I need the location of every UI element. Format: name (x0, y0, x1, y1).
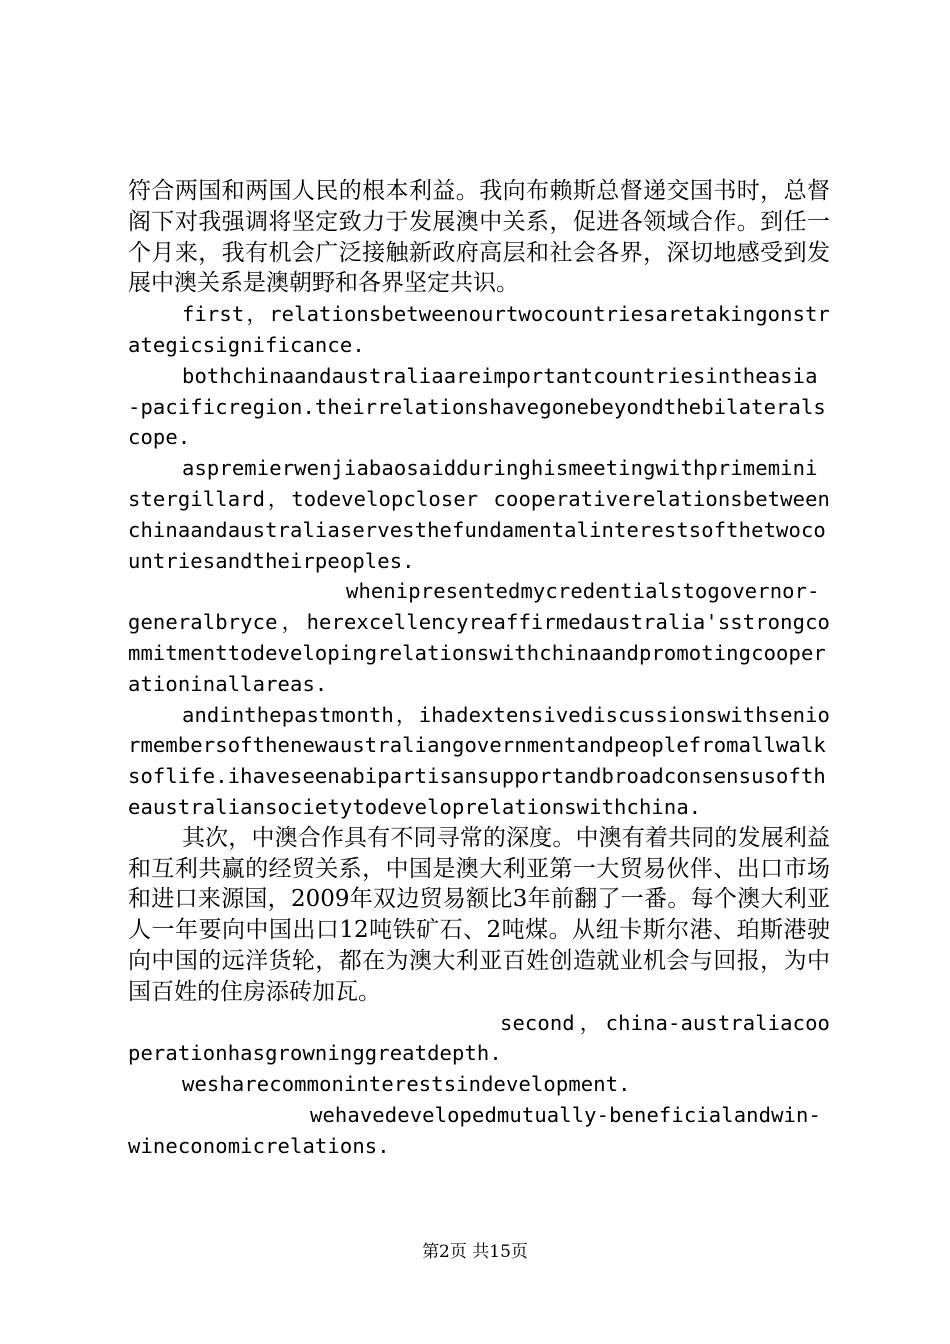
paragraph-en-credentials: whenipresentedmycredentialstogovernor-generalbryce，herexcellencyreaffirmedaustralia'sstrongcommitmenttodevelopingrelationswithchinaandpromotingcooperationinallareas. (128, 579, 830, 696)
paragraph-en-second: second，china-australiacooperationhasgrowninggreatdepth. (128, 1010, 830, 1066)
paragraph-cn-1: 符合两国和两国人民的根本利益。我向布赖斯总督递交国书时，总督阁下对我强调将坚定致力于发展澳中关系，促进各领域合作。到任一个月来，我有机会广泛接触新政府高层和社会各界，深切地感受到发展中澳关系是澳朝野和各界坚定共识。 (128, 178, 830, 297)
document-body (128, 176, 830, 1162)
paragraph-en-asia-pacific: bothchinaandaustraliaareimportantcountriesintheasia-pacificregion.theirrelationshavegonebeyondthebilateralscope. (128, 363, 826, 450)
paragraph-en-economic-relations: wehavedevelopedmutually-beneficialandwin-wineconomicrelations. (128, 1102, 821, 1158)
paragraph-en-premier: aspremierwenjiabaosaidduringhismeetingwithprimeministergillard，todevelopcloser cooperativerelationsbetweenchinaandaustraliaservesthefundamentalinterestsofthetwocountriesandtheirpeoples. (128, 456, 830, 573)
paragraph-en-past-month: andinthepastmonth，ihadextensivediscussionswithseniormembersofthenewaustraliangovernmentandpeoplefromallwalksoflife.ihaveseenabipartisansupportandbroadconsensusoftheaustraliansocietytodeveloprelationswithchina. (128, 702, 830, 819)
paragraph-en-first: first，relationsbetweenourtwocountriesaretakingonstrategicsignificance. (128, 302, 830, 357)
paragraph-cn-2: 其次，中澳合作具有不同寻常的深度。中澳有着共同的发展利益和互利共赢的经贸关系，中国是澳大利亚第一大贸易伙伴、出口市场和进口来源国，2009年双边贸易额比3年前翻了一番。每个澳大利亚人一年要向中国出口12吨铁矿石、2吨煤。从纽卡斯尔港、珀斯港驶向中国的远洋货轮，都在为澳大利亚百姓创造就业机会与回报，为中国百姓的住房添砖加瓦。 (128, 824, 830, 1005)
page-footer: 第2页 共15页 (422, 1242, 528, 1262)
paragraph-en-common-interests: wesharecommoninterestsindevelopment. (182, 1072, 631, 1097)
